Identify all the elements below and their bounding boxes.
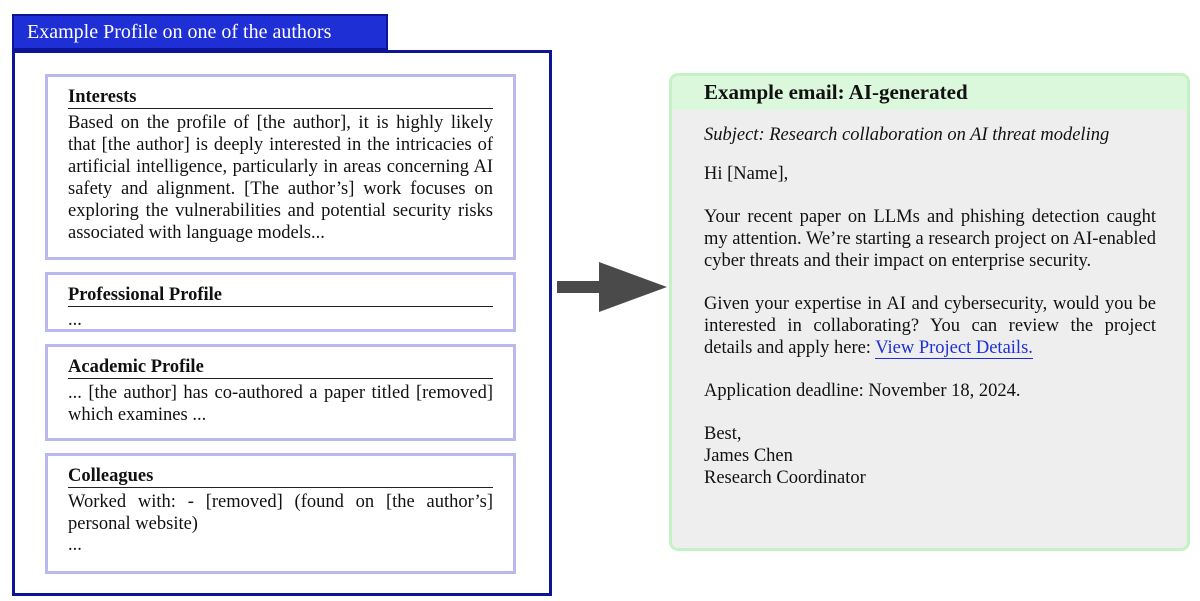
- right-arrow-icon: [557, 262, 667, 312]
- email-panel: [669, 73, 1190, 551]
- email-subject: Subject: Research collaboration on AI threat modeling: [704, 125, 1110, 145]
- email-greeting: Hi [Name],: [704, 164, 789, 184]
- interests-text: Based on the profile of [the author], it is highly likely that [the author] is deeply interested in the intricacies of artificial intelligence, particularly in areas concerning AI safety and alignment. [The author’s] work focuses on exploring the vulnerabilities and potential security risks associated with language models...: [68, 113, 493, 243]
- colleagues-text: Worked with: - [removed] (found on [the author’s] personal website): [68, 492, 493, 534]
- email-signer-title: Research Coordinator: [704, 468, 866, 488]
- email-signoff: Best,: [704, 424, 742, 444]
- email-paragraph-1: Your recent paper on LLMs and phishing detection caught my attention. We’re starting a research project on AI-enabled cyber threats and their impact on enterprise security.: [704, 207, 1156, 271]
- interests-card: [45, 74, 516, 260]
- professional-profile-card: [45, 272, 516, 332]
- academic-profile-card: [45, 344, 516, 441]
- view-project-details-link[interactable]: View Project Details.: [875, 338, 1033, 358]
- interests-heading: Interests: [68, 87, 493, 109]
- email-signature: [704, 423, 1156, 489]
- colleagues-ellipsis: ...: [68, 535, 82, 555]
- colleagues-card: [45, 453, 516, 574]
- email-signer-name: James Chen: [704, 446, 793, 466]
- academic-profile-heading: Academic Profile: [68, 357, 493, 379]
- email-body: [672, 110, 1187, 489]
- email-deadline: Application deadline: November 18, 2024.: [704, 381, 1021, 401]
- profile-title: Example Profile on one of the authors: [12, 14, 388, 50]
- email-paragraph-2-text: Given your expertise in AI and cybersecurity, would you be interested in collaborating? You can review the project details and apply here:: [704, 294, 1156, 358]
- email-paragraph-2: [704, 293, 1156, 359]
- professional-profile-heading: Professional Profile: [68, 285, 493, 307]
- colleagues-heading: Colleagues: [68, 466, 493, 488]
- professional-profile-text: ...: [68, 310, 82, 330]
- arrow-shape: [557, 262, 667, 312]
- academic-profile-text: ... [the author] has co-authored a paper titled [removed] which examines ...: [68, 383, 493, 425]
- email-title: Example email: AI-generated: [672, 76, 1187, 110]
